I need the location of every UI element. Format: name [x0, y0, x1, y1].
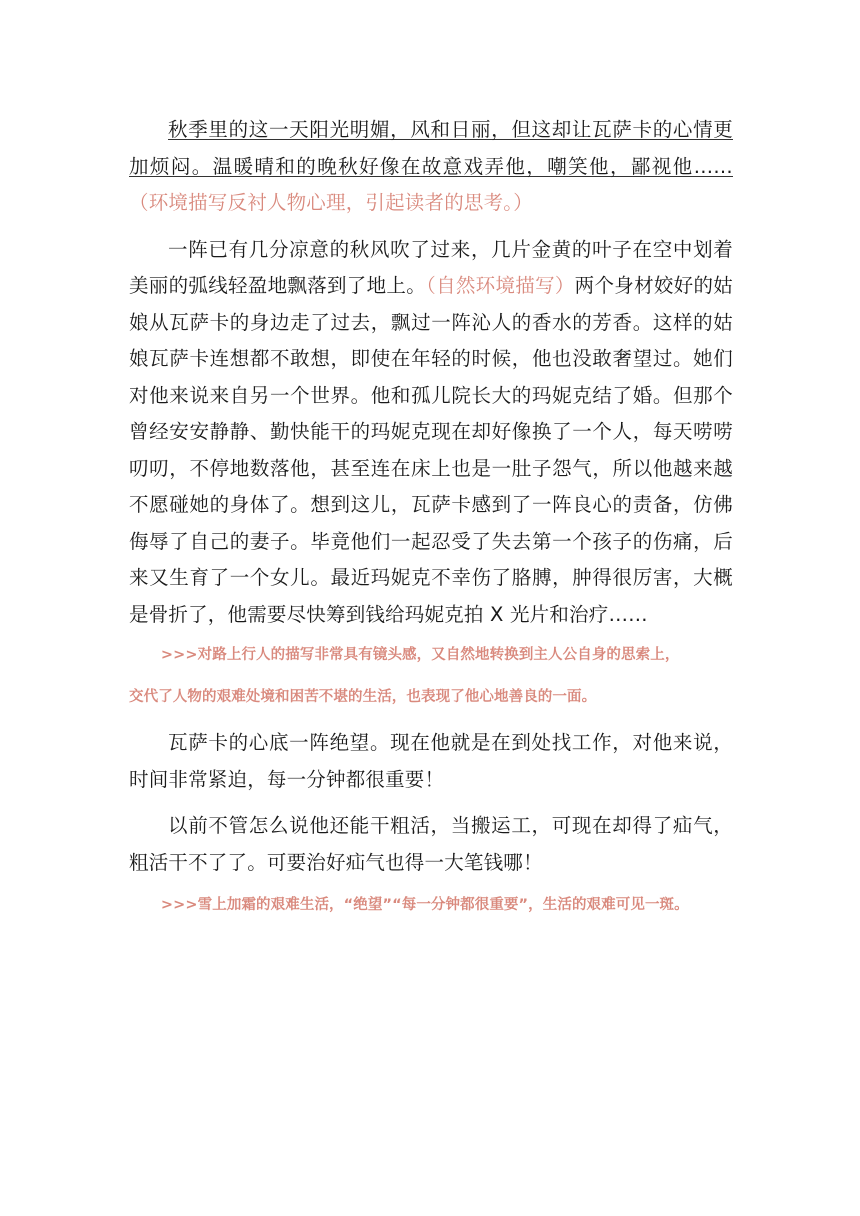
paragraph-2 — [129, 232, 733, 634]
paragraph-1 — [129, 112, 733, 222]
commentary-2: >>>雪上加霜的艰难生活，“绝望”“每一分钟都很重要”，生活的艰难可见一斑。 — [160, 897, 689, 913]
paragraph-1-annotation: （环境描写反衬人物心理，引起读者的思考。） — [129, 191, 533, 214]
commentary-1-line-2: 交代了人物的艰难处境和困苦不堪的生活，也表现了他心地善良的一面。 — [129, 689, 597, 705]
paragraph-2-text-b: 两个身材姣好的姑娘从瓦萨卡的身边走了过去，飘过一阵沁人的香水的芳香。这样的姑娘瓦萨卡连想都不敢想，即使在年轻的时候，他也没敢奢望过。她们对他来说来自另一个世界。他和孤儿院长大的玛妮克结了婚。但那个曾经安安静静、勤快能干的玛妮克现在却好像换了一个人，每天唠唠叨叨，不停地数落他，甚至连在床上也是一肚子怨气，所以他越来越不愿碰她的身体了。想到这儿，瓦萨卡感到了一阵良心的责备，仿佛侮辱了自己的妻子。毕竟他们一起忍受了失去第一个孩子的伤痛，后来又生育了一个女儿。最近玛妮克不幸伤了胳膊，肿得很厉害，大概是骨折了，他需要尽快筹到钱给玛妮克拍 X 光片和治疗…… — [129, 274, 733, 626]
paragraph-2-annotation: （自然环境描写） — [426, 274, 575, 297]
paragraph-1-underlined-text: 秋季里的这一天阳光明媚，风和日丽，但这却让瓦萨卡的心情更加烦闷。温暖晴和的晚秋好像在故意戏弄他，嘲笑他，鄙视他…… — [129, 118, 733, 178]
paragraph-3: 瓦萨卡的心底一阵绝望。现在他就是在到处找工作，对他来说，时间非常紧迫，每一分钟都很重要！ — [129, 731, 733, 791]
commentary-1-line-1: >>>对路上行人的描写非常具有镜头感，又自然地转换到主人公自身的思索上， — [160, 647, 680, 663]
paragraph-4: 以前不管怎么说他还能干粗活，当搬运工，可现在却得了疝气，粗活干不了了。可要治好疝气也得一大笔钱哪！ — [129, 814, 733, 874]
document-body — [129, 112, 733, 923]
paragraph-2-text-a: 一阵已有几分凉意的秋风吹了过来，几片金黄的叶子在空中划着美丽的弧线轻盈地飘落到了地上。 — [129, 237, 733, 297]
